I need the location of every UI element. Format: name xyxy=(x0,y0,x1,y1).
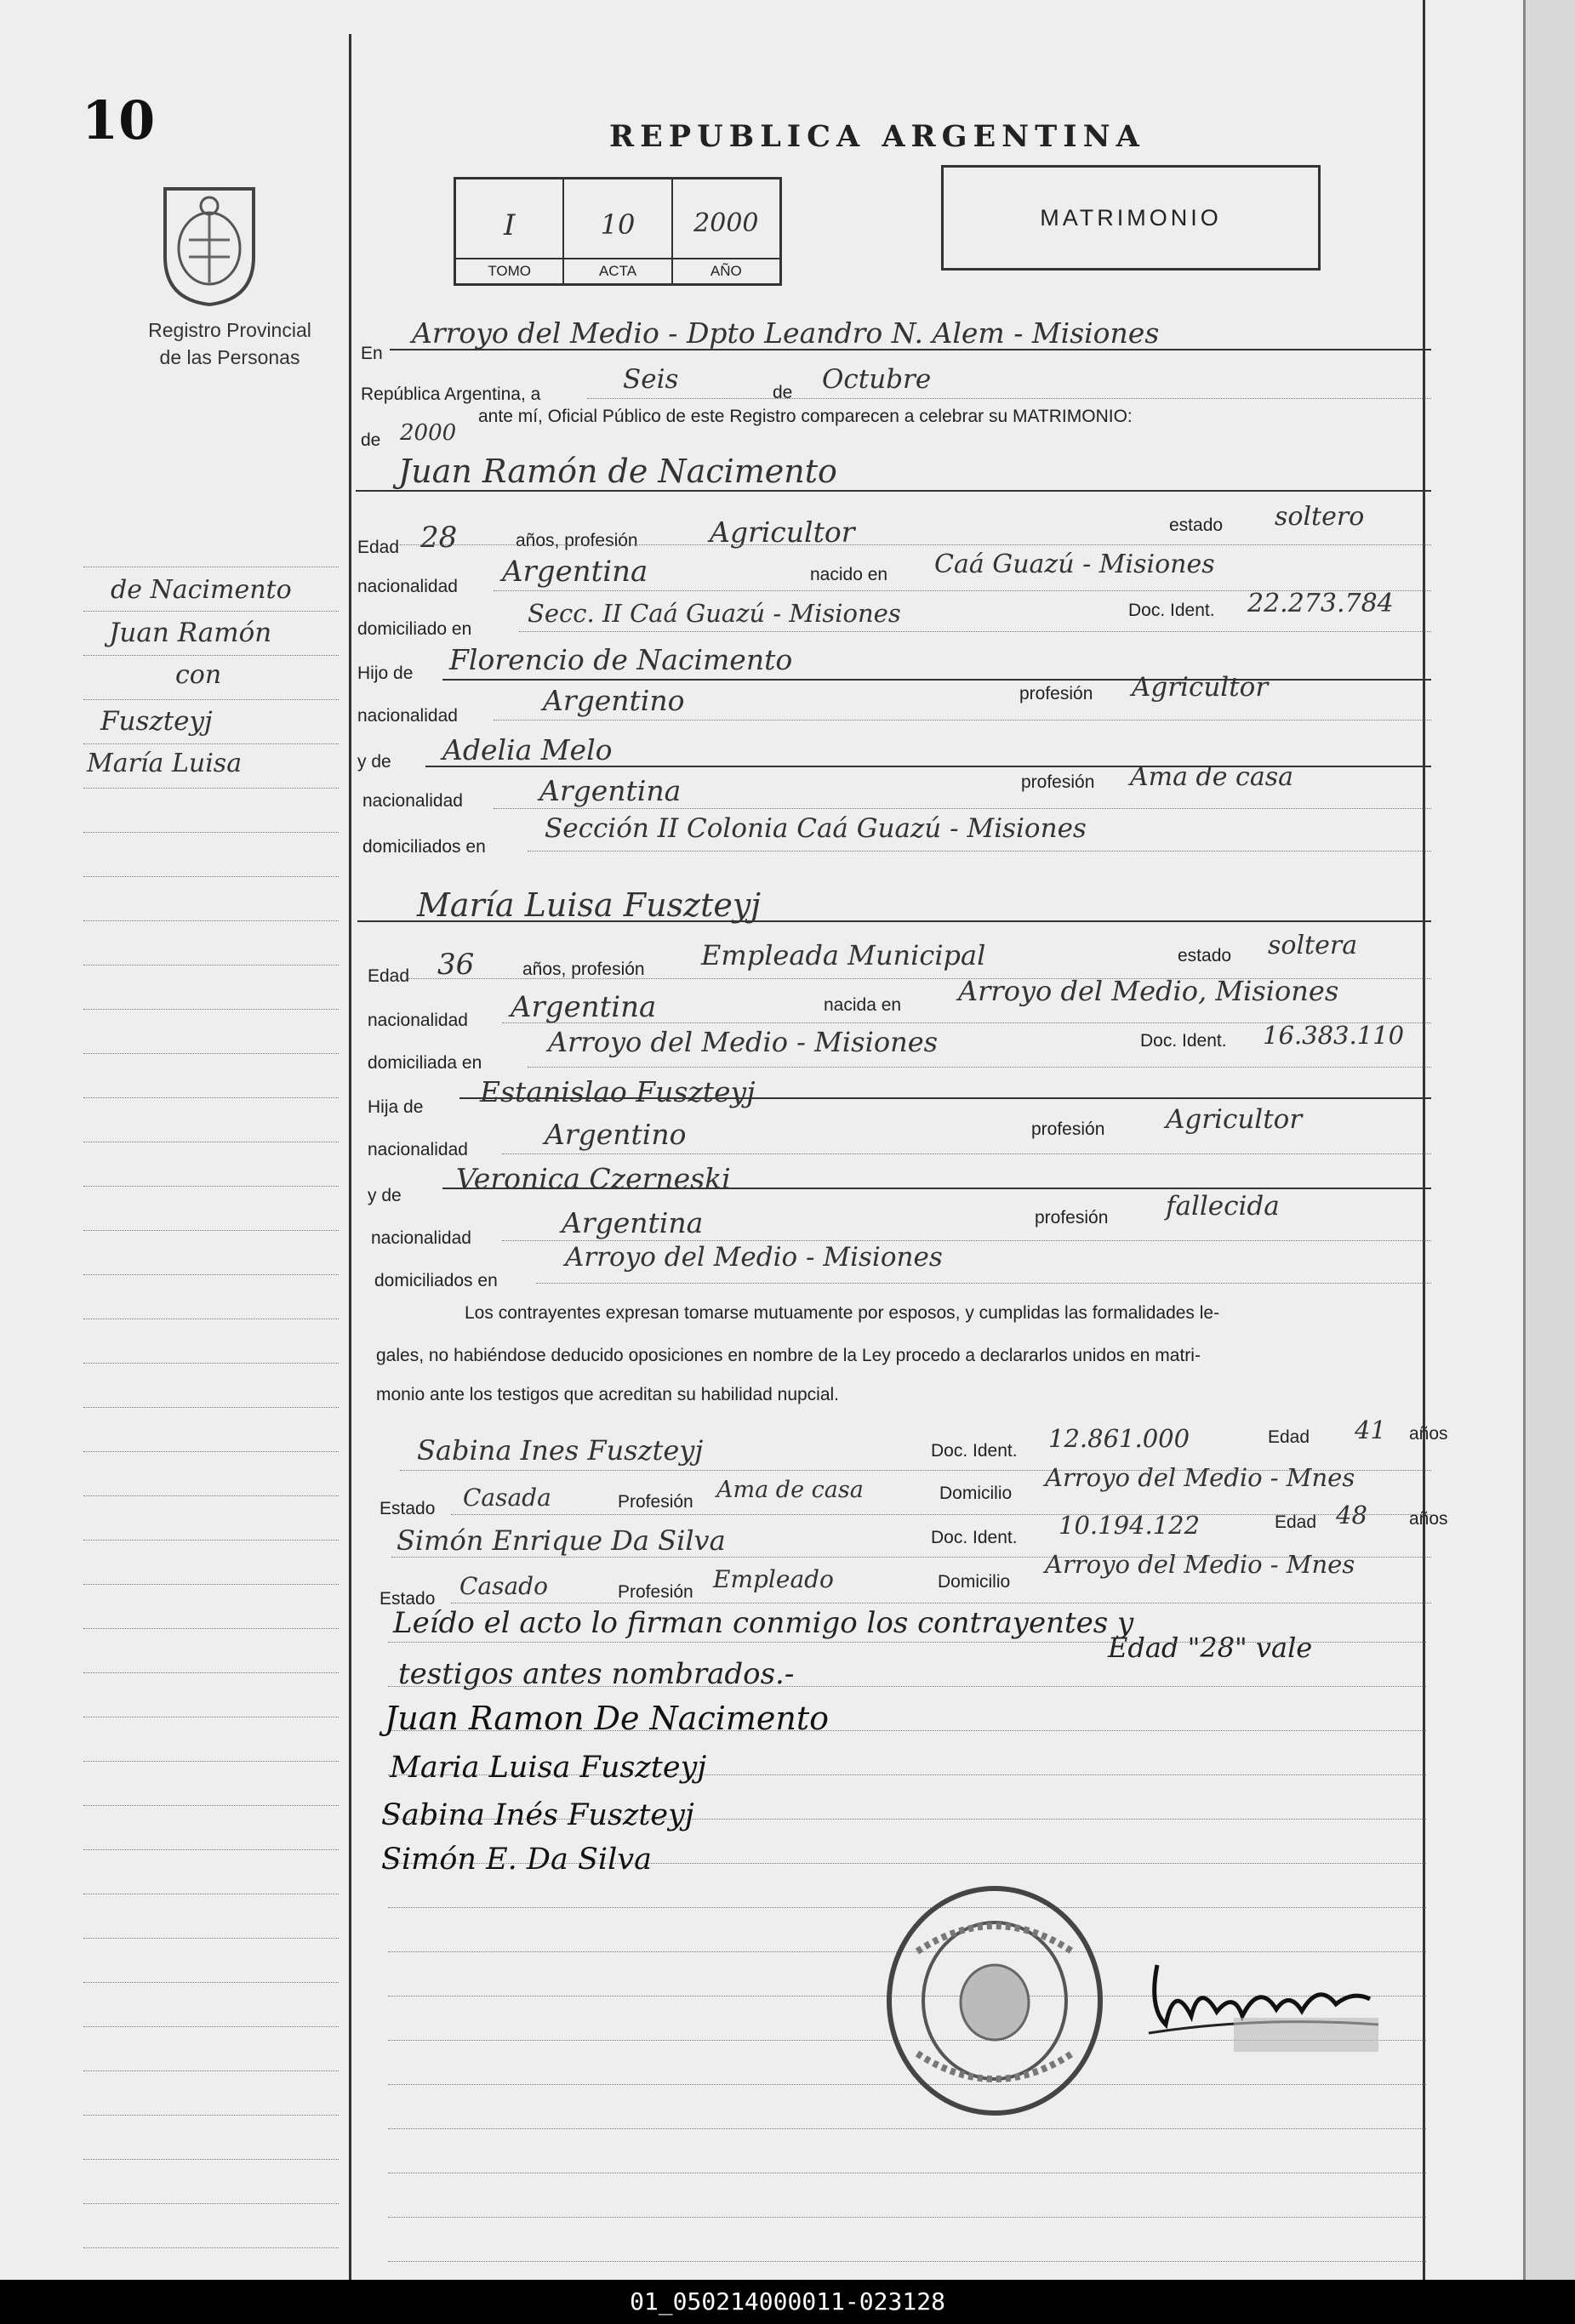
witness-2-domicile: Arroyo del Medio - Mnes xyxy=(1045,1550,1355,1579)
marriage-year: 2000 xyxy=(400,420,457,446)
groom-hijo-label: Hijo de xyxy=(357,664,414,683)
bride-nationality: Argentina xyxy=(511,990,657,1024)
witness-2-dom-label: Domicilio xyxy=(938,1572,1011,1592)
signature-groom: Juan Ramon De Nacimento xyxy=(385,1700,830,1737)
body-ruled-line xyxy=(388,2261,1426,2262)
act-type-box: MATRIMONIO xyxy=(941,165,1321,271)
margin-ruled-line xyxy=(83,1761,339,1762)
official-stamp-icon xyxy=(883,1883,1106,2118)
margin-ruled-line xyxy=(83,655,339,656)
margin-ruled-line xyxy=(83,699,339,700)
margin-ruled-line xyxy=(83,1451,339,1452)
right-margin-line xyxy=(1423,0,1425,2280)
bride-mother: Veronica Czerneski xyxy=(456,1162,731,1195)
bride-father: Estanislao Fuszteyj xyxy=(480,1075,756,1108)
bride-mother-profession: fallecida xyxy=(1166,1191,1280,1222)
margin-ruled-line xyxy=(83,2026,339,2027)
body-ruled-line xyxy=(388,2128,1426,2129)
margin-ruled-line xyxy=(83,2247,339,2248)
margin-ruled-line xyxy=(83,1097,339,1098)
groom-name: Juan Ramón de Nacimento xyxy=(398,453,837,490)
scan-id-footer: 01_050214000011-023128 xyxy=(0,2280,1575,2324)
groom-nacido-label: nacido en xyxy=(810,565,888,584)
margin-note-line-3: con xyxy=(175,660,222,690)
groom-parents-domicile: Sección II Colonia Caá Guazú - Misiones xyxy=(545,813,1087,844)
groom-mother-nat-label: nacionalidad xyxy=(362,791,463,811)
registry-name: Registro Provincial de las Personas xyxy=(148,319,311,368)
bride-mother-nat-label: nacionalidad xyxy=(371,1228,471,1248)
margin-ruled-line xyxy=(83,1672,339,1673)
bride-father-prof-label: profesión xyxy=(1031,1119,1105,1139)
year-de-label: de xyxy=(361,430,381,450)
bride-status: soltera xyxy=(1268,931,1358,960)
bride-age: 36 xyxy=(437,948,475,982)
marriage-day: Seis xyxy=(623,364,679,395)
bride-nac-label: nacionalidad xyxy=(368,1011,468,1030)
bride-doc-label: Doc. Ident. xyxy=(1140,1031,1227,1051)
groom-doc-label: Doc. Ident. xyxy=(1128,601,1215,620)
bride-mother-prof-label: profesión xyxy=(1035,1208,1109,1228)
bride-father-nationality: Argentino xyxy=(545,1118,687,1151)
country-title: REPUBLICA ARGENTINA xyxy=(609,119,1145,154)
bride-estado-label: estado xyxy=(1178,946,1232,965)
declaration-line-3: monio ante los testigos que acreditan su habilidad nupcial. xyxy=(376,1385,840,1404)
groom-nationality: Argentina xyxy=(502,555,648,589)
acta-value: 10 xyxy=(600,208,636,241)
witness-2-anos-label: años xyxy=(1409,1509,1448,1529)
witness-1-doc-label: Doc. Ident. xyxy=(931,1441,1018,1461)
republic-label: República Argentina, a xyxy=(361,384,541,404)
groom-doc: 22.273.784 xyxy=(1247,589,1394,618)
margin-ruled-line xyxy=(83,743,339,744)
signature-witness-1: Sabina Inés Fuszteyj xyxy=(381,1798,694,1832)
margin-ruled-line xyxy=(83,1495,339,1496)
witness-1-anos-label: años xyxy=(1409,1424,1448,1444)
margin-note-line-4: Fuszteyj xyxy=(100,706,213,737)
witness-1-dom-label: Domicilio xyxy=(939,1484,1013,1503)
groom-father-nat-label: nacionalidad xyxy=(357,706,458,726)
bride-dom-label: domiciliada en xyxy=(368,1053,482,1073)
witness-2-edad-label: Edad xyxy=(1275,1512,1317,1532)
witness-1-doc: 12.861.000 xyxy=(1048,1424,1190,1453)
coat-of-arms-icon xyxy=(155,180,264,308)
margin-ruled-line xyxy=(83,1805,339,1806)
groom-age: 28 xyxy=(420,521,458,555)
bride-yde-label: y de xyxy=(368,1186,402,1205)
bride-father-profession: Agricultor xyxy=(1166,1104,1303,1135)
groom-father-profession: Agricultor xyxy=(1132,672,1269,703)
body-ruled-line xyxy=(388,2217,1426,2218)
page-number: 10 xyxy=(82,89,156,151)
bride-profession: Empleada Municipal xyxy=(701,939,986,971)
acta-label: ACTA xyxy=(564,258,671,283)
bride-father-nat-label: nacionalidad xyxy=(368,1140,468,1159)
margin-ruled-line xyxy=(83,832,339,833)
witness-1-domicile: Arroyo del Medio - Mnes xyxy=(1045,1463,1355,1492)
margin-ruled-line xyxy=(83,2203,339,2204)
witness-2-estado-label: Estado xyxy=(379,1589,436,1609)
witness-1-age: 41 xyxy=(1355,1415,1386,1444)
correction-note: Edad "28" vale xyxy=(1108,1632,1313,1664)
witness-2-doc-label: Doc. Ident. xyxy=(931,1528,1018,1547)
bride-parents-domicile: Arroyo del Medio - Misiones xyxy=(565,1242,943,1273)
margin-ruled-line xyxy=(83,876,339,877)
page-shadow xyxy=(1526,0,1575,2280)
witness-1-edad-label: Edad xyxy=(1268,1427,1310,1447)
witness-2-age: 48 xyxy=(1336,1501,1367,1529)
groom-status: soltero xyxy=(1275,502,1365,532)
witness-2-doc: 10.194.122 xyxy=(1059,1511,1201,1540)
ano-value: 2000 xyxy=(693,208,759,238)
margin-ruled-line xyxy=(83,1938,339,1939)
volume-box xyxy=(454,177,782,286)
witness-1-profession: Ama de casa xyxy=(716,1477,864,1503)
groom-domicile: Secc. II Caá Guazú - Misiones xyxy=(528,599,901,628)
intro-text: ante mí, Oficial Público de este Registro comparecen a celebrar su MATRIMONIO: xyxy=(478,407,1133,426)
bride-doms-label: domiciliados en xyxy=(374,1271,498,1290)
groom-father: Florencio de Nacimento xyxy=(449,643,793,676)
groom-yde-label: y de xyxy=(357,752,391,772)
groom-profession: Agricultor xyxy=(710,515,855,549)
witness-2-profession: Empleado xyxy=(713,1565,834,1593)
margin-note-line-5: María Luisa xyxy=(87,749,243,778)
groom-mother: Adelia Melo xyxy=(442,733,613,766)
margin-ruled-line xyxy=(83,1053,339,1054)
margin-ruled-line xyxy=(83,1009,339,1010)
bride-nacida-label: nacida en xyxy=(824,995,902,1015)
witness-1-status: Casada xyxy=(463,1484,551,1512)
bride-hija-label: Hija de xyxy=(368,1097,424,1117)
margin-ruled-line xyxy=(83,1186,339,1187)
margin-ruled-line xyxy=(83,1274,339,1275)
declaration-line-2: gales, no habiéndose deducido oposiciones en nombre de la Ley procedo a declararlos unidos en matri- xyxy=(376,1346,1201,1365)
bride-doc: 16.383.110 xyxy=(1263,1021,1405,1050)
groom-birthplace: Caá Guazú - Misiones xyxy=(934,550,1215,579)
groom-anos-label: años, profesión xyxy=(516,531,638,550)
signature-bride: Maria Luisa Fuszteyj xyxy=(390,1751,707,1785)
en-label: En xyxy=(361,344,383,363)
signature-witness-2: Simón E. Da Silva xyxy=(381,1843,652,1877)
ano-label: AÑO xyxy=(673,258,779,283)
bride-mother-nationality: Argentina xyxy=(562,1206,704,1239)
groom-doms-label: domiciliados en xyxy=(362,837,486,857)
margin-ruled-line xyxy=(83,1407,339,1408)
margin-ruled-line xyxy=(83,788,339,789)
margin-ruled-line xyxy=(83,2115,339,2116)
tomo-value: I xyxy=(503,208,516,242)
witness-2-name: Simón Enrique Da Silva xyxy=(397,1524,726,1557)
margin-ruled-line xyxy=(83,1230,339,1231)
marriage-place: Arroyo del Medio - Dpto Leandro N. Alem - Misiones xyxy=(412,316,1160,350)
closing-note-line-1: Leído el acto lo firman conmigo los contrayentes y xyxy=(393,1606,1134,1640)
bride-birthplace: Arroyo del Medio, Misiones xyxy=(958,975,1339,1007)
margin-ruled-line xyxy=(83,1628,339,1629)
month-de-label: de xyxy=(773,383,793,402)
bride-name: María Luisa Fuszteyj xyxy=(417,886,762,924)
bride-anos-label: años, profesión xyxy=(522,960,645,979)
margin-ruled-line xyxy=(83,1363,339,1364)
groom-mother-nationality: Argentina xyxy=(539,774,682,807)
groom-nac-label: nacionalidad xyxy=(357,577,458,596)
margin-ruled-line xyxy=(83,1540,339,1541)
bride-edad-label: Edad xyxy=(368,966,410,986)
margin-ruled-line xyxy=(83,1849,339,1850)
groom-mother-profession: Ama de casa xyxy=(1130,762,1293,792)
left-margin-line xyxy=(349,34,351,2280)
witness-2-status: Casado xyxy=(459,1572,548,1600)
groom-dom-label: domiciliado en xyxy=(357,619,472,639)
witness-1-name: Sabina Ines Fuszteyj xyxy=(417,1434,704,1467)
closing-note-line-2: testigos antes nombrados.- xyxy=(398,1657,795,1691)
groom-mother-prof-label: profesión xyxy=(1021,772,1095,792)
tomo-label: TOMO xyxy=(456,258,562,283)
groom-father-nationality: Argentino xyxy=(543,684,685,717)
groom-father-prof-label: profesión xyxy=(1019,684,1093,703)
body-ruled-line xyxy=(388,1686,1426,1687)
witness-1-prof-label: Profesión xyxy=(618,1492,693,1512)
margin-ruled-line xyxy=(83,920,339,921)
margin-ruled-line xyxy=(83,1982,339,1983)
margin-note-line-2: Juan Ramón xyxy=(109,618,272,648)
witness-2-prof-label: Profesión xyxy=(618,1582,693,1602)
groom-edad-label: Edad xyxy=(357,538,400,557)
body-ruled-line xyxy=(388,1642,1426,1643)
declaration-line-1: Los contrayentes expresan tomarse mutuamente por esposos, y cumplidas las formalidades le- xyxy=(465,1303,1220,1323)
bride-domicile: Arroyo del Medio - Misiones xyxy=(548,1026,939,1058)
groom-estado-label: estado xyxy=(1169,515,1224,535)
margin-ruled-line xyxy=(83,611,339,612)
margin-note-line-1: de Nacimento xyxy=(111,575,292,605)
margin-ruled-line xyxy=(83,1584,339,1585)
margin-ruled-line xyxy=(83,2159,339,2160)
registrar-signature-icon xyxy=(1140,1931,1395,2059)
marriage-month: Octubre xyxy=(822,364,932,395)
witness-1-estado-label: Estado xyxy=(379,1499,436,1518)
